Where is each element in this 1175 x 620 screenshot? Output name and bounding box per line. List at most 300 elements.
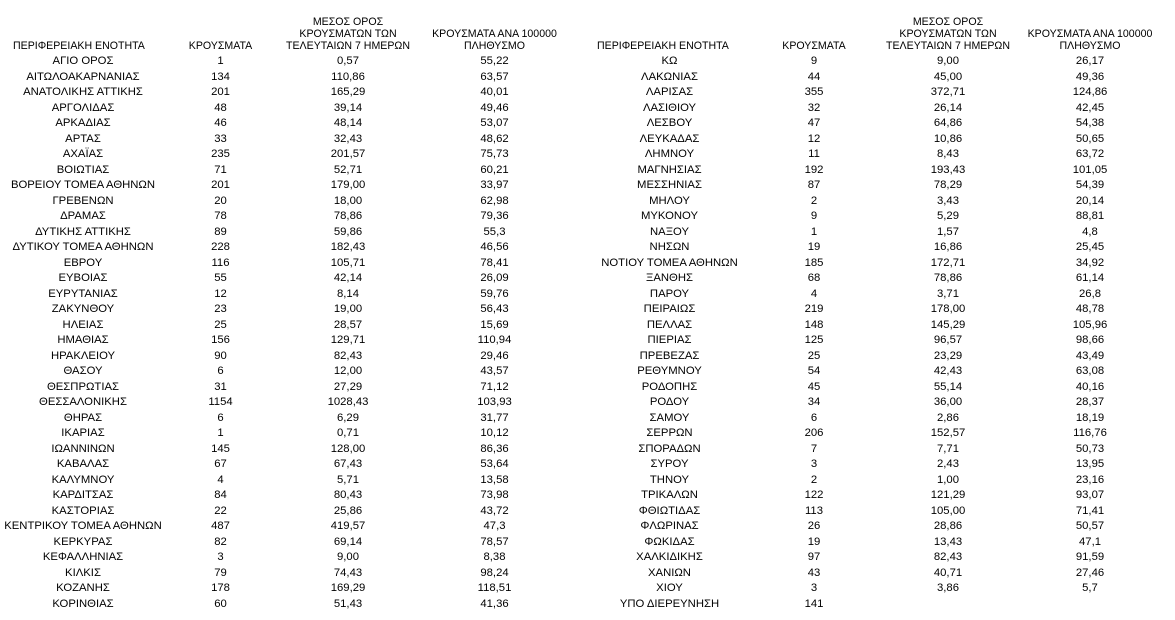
table-row	[592, 209, 1175, 225]
per100k-cell: 105,96	[1072, 318, 1108, 331]
avg7-cell: 59,86	[333, 225, 363, 238]
cases-cell: 156	[211, 334, 230, 346]
cases-cell: 46	[214, 117, 227, 129]
region-cell: ΚΩ	[661, 55, 678, 67]
cases-cell: 23	[214, 303, 227, 315]
region-cell: ΖΑΚΥΝΘΟΥ	[51, 303, 115, 315]
table-row	[592, 426, 1175, 442]
table-row	[592, 132, 1175, 148]
avg7-cell: 3,86	[937, 582, 959, 594]
header-avg7-line2: ΚΡΟΥΣΜΑΤΩΝ ΤΩΝ	[899, 28, 997, 40]
table-row	[0, 85, 592, 101]
avg7-cell: 6,29	[337, 411, 359, 424]
header-avg7	[881, 16, 1015, 52]
region-cell: ΜΥΚΟΝΟΥ	[640, 210, 699, 222]
per100k-cell: 10,12	[480, 427, 509, 439]
avg7-cell: 7,71	[937, 442, 959, 455]
table-row	[592, 302, 1175, 318]
per100k-cell: 54,39	[1075, 179, 1105, 191]
header-avg7-line3: ΤΕΛΕΥΤΑΙΩΝ 7 ΗΜΕΡΩΝ	[286, 40, 410, 52]
avg7-cell: 179,00	[330, 179, 366, 191]
avg7-cell: 64,86	[933, 117, 963, 129]
table-row	[0, 364, 592, 380]
avg7-cell: 16,86	[933, 241, 963, 253]
cases-cell: 487	[211, 520, 230, 532]
cases-cell: 3	[810, 458, 818, 470]
per100k-cell: 13,95	[1075, 458, 1105, 470]
cases-cell: 67	[214, 458, 227, 470]
avg7-cell: 145,29	[930, 318, 966, 331]
avg7-cell: 67,43	[333, 458, 363, 470]
per100k-cell: 49,46	[480, 101, 509, 114]
table-row	[0, 395, 592, 411]
table-row	[0, 147, 592, 163]
region-cell: ΛΑΡΙΣΑΣ	[645, 86, 694, 98]
table-row	[592, 597, 1175, 613]
avg7-cell: 48,14	[333, 117, 363, 129]
region-cell: ΞΑΝΘΗΣ	[646, 272, 693, 284]
table-row	[0, 302, 592, 318]
per100k-cell: 40,16	[1075, 380, 1105, 393]
header-per100k-line2: ΠΛΗΘΥΣΜΟ	[464, 40, 525, 52]
cases-cell: 6	[217, 411, 224, 424]
cases-cell: 1	[217, 55, 224, 67]
avg7-cell: 82,43	[933, 551, 963, 563]
region-cell: ΓΡΕΒΕΝΩΝ	[52, 194, 114, 207]
region-cell: ΒΟΙΩΤΙΑΣ	[56, 163, 110, 176]
table-row	[0, 488, 592, 504]
per100k-cell: 88,81	[1075, 210, 1105, 222]
per100k-cell: 49,36	[1075, 70, 1105, 83]
region-cell: ΧΑΝΙΩΝ	[648, 566, 691, 579]
avg7-cell: 42,14	[333, 272, 363, 284]
region-cell: ΡΟΔΟΥ	[649, 396, 690, 408]
region-cell: ΘΕΣΣΑΛΟΝΙΚΗΣ	[39, 396, 127, 408]
cases-cell: 141	[804, 597, 824, 610]
avg7-cell: 5,29	[937, 210, 959, 222]
table-row	[592, 519, 1175, 535]
table-row	[592, 364, 1175, 380]
avg7-cell: 25,86	[333, 504, 363, 517]
cases-cell: 3	[810, 582, 818, 594]
table-row	[592, 380, 1175, 396]
table-row	[592, 550, 1175, 566]
table-row	[0, 287, 592, 303]
cases-cell: 22	[214, 504, 227, 517]
avg7-cell: 0,57	[337, 55, 359, 67]
region-cell: ΙΚΑΡΙΑΣ	[61, 427, 105, 439]
per100k-cell: 34,92	[1075, 256, 1105, 269]
per100k-cell: 91,59	[1075, 551, 1105, 563]
region-cell: ΝΑΞΟΥ	[650, 225, 689, 238]
cases-cell: 6	[217, 365, 224, 377]
table-row	[0, 519, 592, 535]
region-cell: ΠΡΕΒΕΖΑΣ	[639, 349, 700, 362]
per100k-cell: 61,14	[1075, 272, 1105, 284]
avg7-cell: 82,43	[333, 349, 363, 362]
per100k-cell: 73,98	[480, 489, 509, 501]
avg7-cell: 0,71	[337, 427, 359, 439]
region-cell: ΛΕΥΚΑΔΑΣ	[639, 132, 700, 145]
region-cell: ΛΗΜΝΟΥ	[644, 148, 695, 160]
region-cell: ΗΜΑΘΙΑΣ	[57, 334, 109, 346]
cases-cell: 82	[214, 535, 227, 548]
table-row	[592, 194, 1175, 210]
avg7-cell: 45,00	[933, 70, 963, 83]
right-table-body	[592, 54, 1175, 612]
per100k-cell: 27,46	[1075, 566, 1105, 579]
table-row	[0, 550, 592, 566]
per100k-cell: 25,45	[1075, 241, 1105, 253]
region-cell: ΚΑΣΤΟΡΙΑΣ	[51, 504, 115, 517]
avg7-cell: 152,57	[930, 427, 966, 439]
region-cell: ΘΕΣΠΡΩΤΙΑΣ	[46, 380, 119, 393]
region-cell: ΠΕΛΛΑΣ	[646, 318, 693, 331]
avg7-cell: 19,00	[333, 303, 363, 315]
region-cell: ΦΩΚΙΔΑΣ	[644, 535, 695, 548]
per100k-cell: 20,14	[1075, 194, 1105, 207]
table-row	[592, 240, 1175, 256]
per100k-cell: 116,76	[1073, 427, 1107, 439]
region-cell: ΙΩΑΝΝΙΝΩΝ	[51, 442, 115, 455]
per100k-cell: 43,49	[1075, 349, 1105, 362]
table-row	[0, 442, 592, 458]
cases-cell: 84	[214, 489, 227, 501]
avg7-cell: 172,71	[930, 256, 966, 269]
avg7-cell: 78,29	[933, 179, 963, 191]
avg7-cell: 28,57	[333, 318, 363, 331]
region-cell: ΚΕΡΚΥΡΑΣ	[53, 535, 113, 548]
header-region: ΠΕΡΙΦΕΡΕΙΑΚΗ ΕΝΟΤΗΤΑ	[13, 40, 145, 52]
header-avg7-line2: ΚΡΟΥΣΜΑΤΩΝ ΤΩΝ	[299, 28, 397, 40]
per100k-cell: 8,38	[483, 551, 506, 563]
per100k-cell: 63,72	[1075, 148, 1105, 160]
region-cell: ΧΙΟΥ	[656, 582, 683, 594]
cases-cell: 68	[807, 272, 821, 284]
avg7-cell: 1,00	[937, 473, 959, 486]
cases-cell: 116	[211, 256, 230, 269]
header-per100k-line1: ΚΡΟΥΣΜΑΤΑ ΑΝΑ 100000	[432, 28, 557, 40]
cases-cell: 25	[807, 349, 821, 362]
table-row	[592, 442, 1175, 458]
cases-cell: 148	[804, 318, 824, 331]
cases-cell: 355	[804, 86, 824, 98]
cases-cell: 79	[214, 566, 227, 579]
cases-cell: 235	[211, 148, 230, 160]
table-row	[592, 395, 1175, 411]
left-table-header	[0, 4, 568, 52]
per100k-cell: 71,12	[480, 380, 509, 393]
table-row	[592, 318, 1175, 334]
header-cases: ΚΡΟΥΣΜΑΤΑ	[188, 40, 253, 52]
table-row	[592, 566, 1175, 582]
table-row	[0, 101, 592, 117]
cases-cell: 47	[807, 117, 821, 129]
avg7-cell: 55,14	[933, 380, 963, 393]
header-per100k	[1015, 28, 1165, 52]
region-cell: ΑΡΚΑΔΙΑΣ	[55, 117, 111, 129]
table-row	[592, 85, 1175, 101]
per100k-cell: 26,17	[1075, 55, 1105, 67]
region-cell: ΠΙΕΡΙΑΣ	[647, 334, 692, 346]
cases-cell: 2	[810, 473, 818, 486]
cases-cell: 71	[214, 163, 227, 176]
per100k-cell: 31,77	[480, 411, 509, 424]
region-cell: ΡΟΔΟΠΗΣ	[641, 380, 698, 393]
cases-cell: 78	[214, 210, 227, 222]
cases-cell: 3	[217, 551, 224, 563]
table-row	[0, 132, 592, 148]
region-cell: ΝΟΤΙΟΥ ΤΟΜΕΑ ΑΘΗΝΩΝ	[601, 256, 738, 269]
per100k-cell: 47,1	[1079, 535, 1101, 548]
cases-cell: 201	[211, 179, 230, 191]
cases-cell: 34	[807, 396, 821, 408]
table-row	[592, 473, 1175, 489]
avg7-cell: 128,00	[330, 442, 366, 455]
left-table-body	[0, 54, 592, 612]
avg7-cell: 110,86	[331, 70, 365, 83]
per100k-cell: 78,41	[480, 256, 509, 269]
region-cell: ΕΥΒΟΙΑΣ	[58, 272, 108, 284]
table-row	[592, 70, 1175, 86]
cases-cell: 1	[217, 427, 224, 439]
cases-cell: 1	[810, 225, 818, 238]
avg7-cell: 40,71	[933, 566, 963, 579]
cases-cell: 43	[807, 566, 821, 579]
cases-cell: 12	[214, 287, 227, 300]
header-avg7-line1: ΜΕΣΟΣ ΟΡΟΣ	[312, 16, 384, 28]
per100k-cell: 71,41	[1075, 504, 1105, 517]
per100k-cell: 63,08	[1075, 365, 1105, 377]
avg7-cell: 52,71	[333, 163, 363, 176]
region-cell: ΤΡΙΚΑΛΩΝ	[641, 489, 698, 501]
header-avg7	[275, 16, 421, 52]
cases-cell: 134	[211, 70, 230, 83]
avg7-cell: 1028,43	[327, 396, 369, 408]
cases-cell: 219	[804, 303, 824, 315]
per100k-cell: 60,21	[480, 163, 509, 176]
per100k-cell: 118,51	[477, 582, 512, 594]
cases-cell: 11	[808, 148, 820, 160]
table-row	[592, 349, 1175, 365]
avg7-cell: 105,00	[930, 504, 966, 517]
cases-cell: 20	[214, 194, 227, 207]
avg7-cell: 27,29	[333, 380, 363, 393]
region-cell: ΔΥΤΙΚΗΣ ΑΤΤΙΚΗΣ	[35, 225, 131, 238]
table-row	[0, 163, 592, 179]
cases-cell: 2	[810, 194, 818, 207]
cases-cell: 31	[214, 380, 227, 393]
per100k-cell: 50,65	[1075, 132, 1105, 145]
per100k-cell: 41,36	[480, 597, 509, 610]
cases-cell: 33	[214, 132, 227, 145]
avg7-cell: 9,00	[337, 551, 359, 563]
region-cell: ΚΙΛΚΙΣ	[65, 566, 101, 579]
per100k-cell: 50,57	[1075, 520, 1105, 532]
per100k-cell: 101,05	[1072, 163, 1108, 176]
cases-cell: 19	[807, 241, 821, 253]
cases-cell: 122	[804, 489, 824, 501]
avg7-cell: 80,43	[333, 489, 363, 501]
per100k-cell: 124,86	[1072, 86, 1108, 98]
avg7-cell: 39,14	[333, 101, 363, 114]
avg7-cell: 69,14	[333, 535, 363, 548]
table-row	[0, 116, 592, 132]
cases-cell: 9	[810, 55, 818, 67]
region-cell: ΗΡΑΚΛΕΙΟΥ	[50, 349, 116, 362]
per100k-cell: 48,78	[1075, 303, 1105, 315]
region-cell: ΜΕΣΣΗΝΙΑΣ	[637, 179, 702, 191]
avg7-cell: 42,43	[933, 365, 963, 377]
per100k-cell: 78,57	[480, 535, 509, 548]
avg7-cell: 78,86	[333, 210, 363, 222]
avg7-cell: 9,00	[937, 55, 959, 67]
cases-cell: 201	[211, 86, 230, 98]
avg7-cell: 28,86	[933, 520, 963, 532]
per100k-cell: 23,16	[1075, 473, 1105, 486]
per100k-cell: 26,8	[1079, 287, 1101, 300]
per100k-cell: 103,93	[477, 396, 512, 408]
cases-cell: 145	[211, 442, 230, 455]
table-row	[592, 54, 1175, 70]
avg7-cell: 201,57	[330, 148, 366, 160]
per100k-cell: 75,73	[480, 148, 509, 160]
avg7-cell: 193,43	[930, 163, 966, 176]
table-row	[0, 209, 592, 225]
region-cell: ΑΧΑΪΑΣ	[62, 148, 104, 160]
per100k-cell: 55,3	[483, 225, 506, 238]
per100k-cell: 29,46	[480, 349, 509, 362]
cases-cell: 90	[214, 349, 227, 362]
per100k-cell: 93,07	[1075, 489, 1105, 501]
avg7-cell: 8,43	[937, 148, 959, 160]
per100k-cell: 98,24	[480, 566, 509, 579]
table-row	[0, 70, 592, 86]
table-row	[0, 380, 592, 396]
avg7-cell: 74,43	[333, 566, 363, 579]
region-cell: ΛΕΣΒΟΥ	[646, 117, 693, 129]
cases-cell: 19	[807, 535, 821, 548]
cases-cell: 185	[804, 256, 824, 269]
per100k-cell: 50,73	[1075, 442, 1105, 455]
table-row	[0, 457, 592, 473]
table-row	[592, 411, 1175, 427]
avg7-cell: 165,29	[330, 86, 366, 98]
table-row	[0, 271, 592, 287]
region-cell: ΔΥΤΙΚΟΥ ΤΟΜΕΑ ΑΘΗΝΩΝ	[12, 241, 154, 253]
per100k-cell: 47,3	[483, 520, 506, 532]
region-cell: ΚΟΡΙΝΘΙΑΣ	[52, 597, 114, 610]
cases-cell: 4	[810, 287, 818, 300]
avg7-cell: 8,14	[337, 287, 359, 300]
per100k-cell: 98,66	[1075, 334, 1105, 346]
region-cell: ΑΝΑΤΟΛΙΚΗΣ ΑΤΤΙΚΗΣ	[23, 86, 143, 98]
per100k-cell: 63,57	[480, 70, 509, 83]
table-row	[0, 504, 592, 520]
per100k-cell: 53,64	[480, 458, 509, 470]
avg7-cell: 3,43	[937, 194, 959, 207]
table-row	[0, 333, 592, 349]
region-cell: ΒΟΡΕΙΟΥ ΤΟΜΕΑ ΑΘΗΝΩΝ	[10, 179, 156, 191]
avg7-cell	[881, 597, 1015, 613]
cases-cell: 113	[804, 504, 823, 517]
table-row	[0, 349, 592, 365]
cases-cell: 7	[810, 442, 818, 455]
region-cell: ΦΘΙΩΤΙΔΑΣ	[638, 504, 701, 517]
avg7-cell: 23,29	[933, 349, 963, 362]
cases-cell: 228	[211, 241, 230, 253]
avg7-cell: 51,43	[333, 597, 363, 610]
region-cell: ΠΕΙΡΑΙΩΣ	[643, 303, 696, 315]
region-cell: ΛΑΣΙΘΙΟΥ	[642, 101, 697, 114]
cases-cell: 6	[810, 411, 818, 424]
table-row	[0, 566, 592, 582]
region-cell: ΥΠΟ ΔΙΕΡΕΥΝΗΣΗ	[619, 597, 720, 610]
header-per100k-line2: ΠΛΗΘΥΣΜΟ	[1059, 40, 1121, 52]
table-row	[592, 333, 1175, 349]
avg7-cell: 182,43	[330, 241, 366, 253]
per100k-cell: 86,36	[480, 442, 509, 455]
cases-cell: 97	[807, 551, 821, 563]
cases-cell: 25	[214, 318, 227, 331]
per100k-cell: 42,45	[1075, 101, 1105, 114]
cases-cell: 192	[804, 163, 824, 176]
region-cell: ΚΑΡΔΙΤΣΑΣ	[52, 489, 114, 501]
table-row	[592, 147, 1175, 163]
region-cell: ΘΗΡΑΣ	[63, 411, 103, 424]
cases-cell: 45	[807, 380, 821, 393]
avg7-cell: 32,43	[333, 132, 363, 145]
table-row	[592, 535, 1175, 551]
cases-cell: 87	[807, 179, 821, 191]
table-row	[0, 426, 592, 442]
region-cell: ΘΑΣΟΥ	[63, 365, 103, 377]
per100k-cell: 26,09	[480, 272, 509, 284]
avg7-cell: 169,29	[330, 582, 366, 594]
per100k-cell: 18,19	[1075, 411, 1105, 424]
cases-cell: 55	[214, 272, 227, 284]
region-cell: ΑΓΙΟ ΟΡΟΣ	[52, 55, 114, 67]
table-row	[0, 473, 592, 489]
per100k-cell: 62,98	[480, 194, 509, 207]
table-row	[0, 54, 592, 70]
avg7-cell: 129,71	[330, 334, 366, 346]
table-row	[592, 163, 1175, 179]
table-row	[0, 597, 592, 613]
per100k-cell: 13,58	[480, 473, 509, 486]
avg7-cell: 10,86	[933, 132, 963, 145]
header-per100k	[421, 28, 568, 52]
region-cell: ΕΥΡΥΤΑΝΙΑΣ	[48, 287, 118, 300]
table-row	[592, 287, 1175, 303]
region-cell: ΗΛΕΙΑΣ	[62, 318, 104, 331]
region-cell: ΝΗΣΩΝ	[649, 241, 690, 253]
region-cell: ΣΥΡΟΥ	[650, 458, 689, 470]
avg7-cell: 1,57	[937, 225, 959, 238]
per100k-cell: 48,62	[480, 132, 509, 145]
avg7-cell: 5,71	[337, 473, 359, 486]
avg7-cell: 13,43	[933, 535, 963, 548]
avg7-cell: 18,00	[333, 194, 363, 207]
cases-cell: 4	[217, 473, 224, 486]
region-cell: ΑΙΤΩΛΟΑΚΑΡΝΑΝΙΑΣ	[26, 70, 140, 83]
avg7-cell: 2,86	[937, 411, 959, 424]
table-row	[0, 318, 592, 334]
table-row	[0, 256, 592, 272]
header-avg7-line1: ΜΕΣΟΣ ΟΡΟΣ	[912, 16, 984, 28]
avg7-cell: 2,43	[937, 458, 959, 470]
region-cell: ΑΡΤΑΣ	[65, 132, 101, 145]
